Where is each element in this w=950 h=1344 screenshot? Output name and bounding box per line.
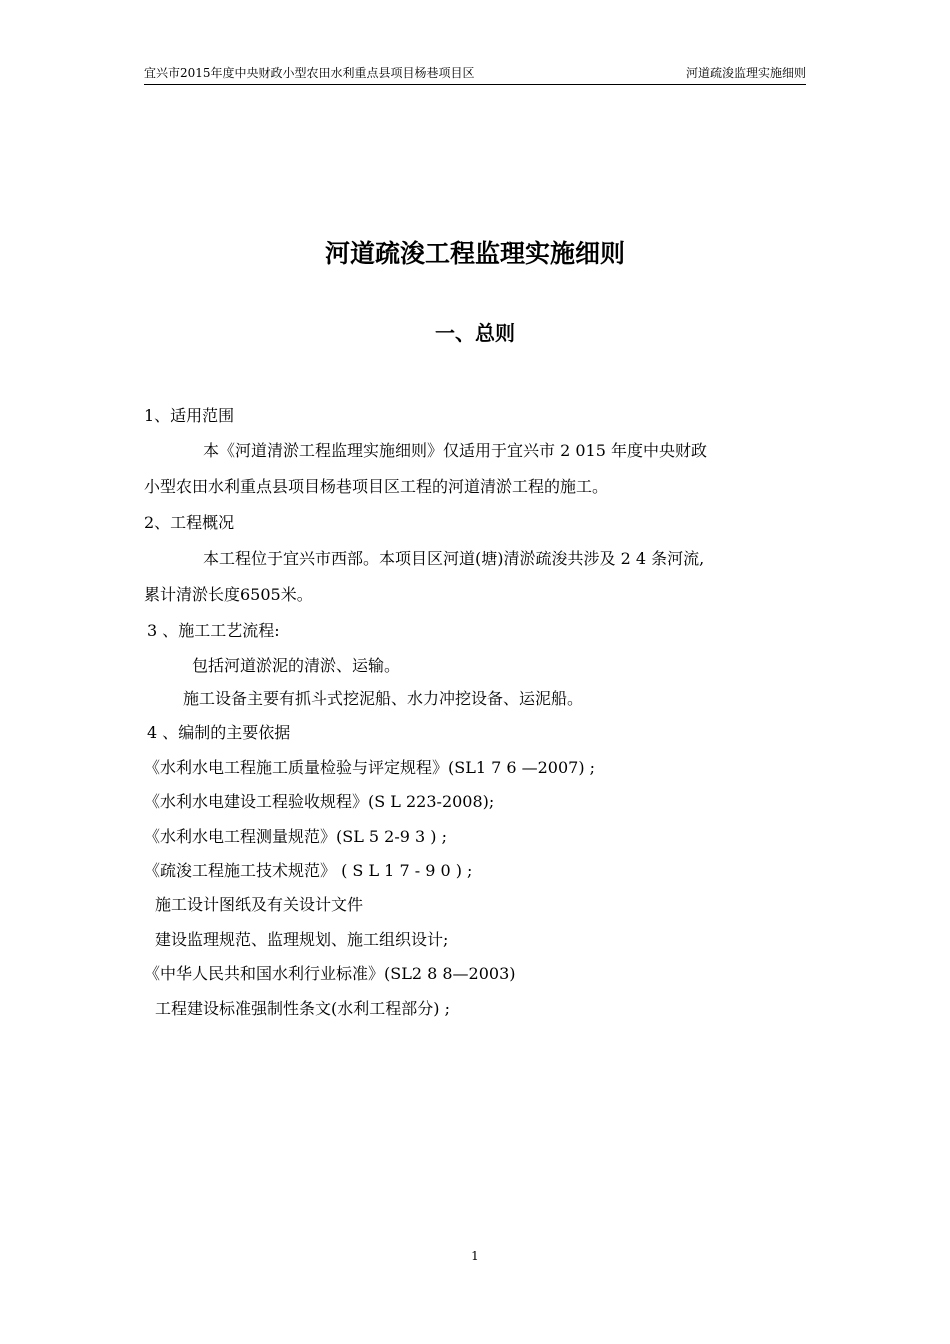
paragraph-line: 本工程位于宜兴市西部。本项目区河道(塘)清淤疏浚共涉及 2 4 条河流,	[203, 549, 705, 568]
basis-item: 施工设计图纸及有关设计文件	[155, 895, 364, 914]
page-number: 1	[471, 1249, 479, 1263]
paragraph-line: 小型农田水利重点县项目杨巷项目区工程的河道清淤工程的施工。	[144, 477, 609, 496]
page-header	[144, 64, 806, 85]
section-title: 一、总则	[435, 321, 515, 345]
header-document-name: 河道疏浚监理实施细则	[685, 66, 806, 80]
paragraph-line: 施工设备主要有抓斗式挖泥船、水力冲挖设备、运泥船。	[183, 689, 584, 708]
basis-item: 《水利水电建设工程验收规程》(S L 223-2008);	[144, 792, 495, 811]
basis-item: 《中华人民共和国水利行业标准》(SL2 8 8—2003)	[144, 964, 516, 983]
heading-scope: 1、适用范围	[144, 406, 235, 425]
heading-process: 3 、施工工艺流程:	[147, 621, 280, 640]
basis-item: 《水利水电工程测量规范》(SL 5 2-9 3 ) ;	[144, 827, 448, 846]
heading-basis: 4 、编制的主要依据	[147, 723, 291, 742]
heading-overview: 2、工程概况	[144, 513, 235, 532]
document-title: 河道疏浚工程监理实施细则	[324, 239, 625, 268]
paragraph-line: 本《河道清淤工程监理实施细则》仅适用于宜兴市 2 015 年度中央财政	[203, 441, 707, 460]
paragraph-line: 包括河道淤泥的清淤、运输。	[192, 656, 401, 675]
basis-item: 工程建设标准强制性条文(水利工程部分) ;	[155, 999, 450, 1018]
basis-item: 《水利水电工程施工质量检验与评定规程》(SL1 7 6 —2007) ;	[144, 758, 596, 777]
basis-item: 建设监理规范、监理规划、施工组织设计;	[155, 930, 449, 949]
header-project-name: 宜兴市2015年度中央财政小型农田水利重点县项目杨巷项目区	[144, 66, 475, 80]
basis-item: 《疏浚工程施工技术规范》 ( S L 1 7 - 9 0 ) ;	[144, 861, 473, 880]
paragraph-line: 累计清淤长度6505米。	[144, 585, 313, 604]
